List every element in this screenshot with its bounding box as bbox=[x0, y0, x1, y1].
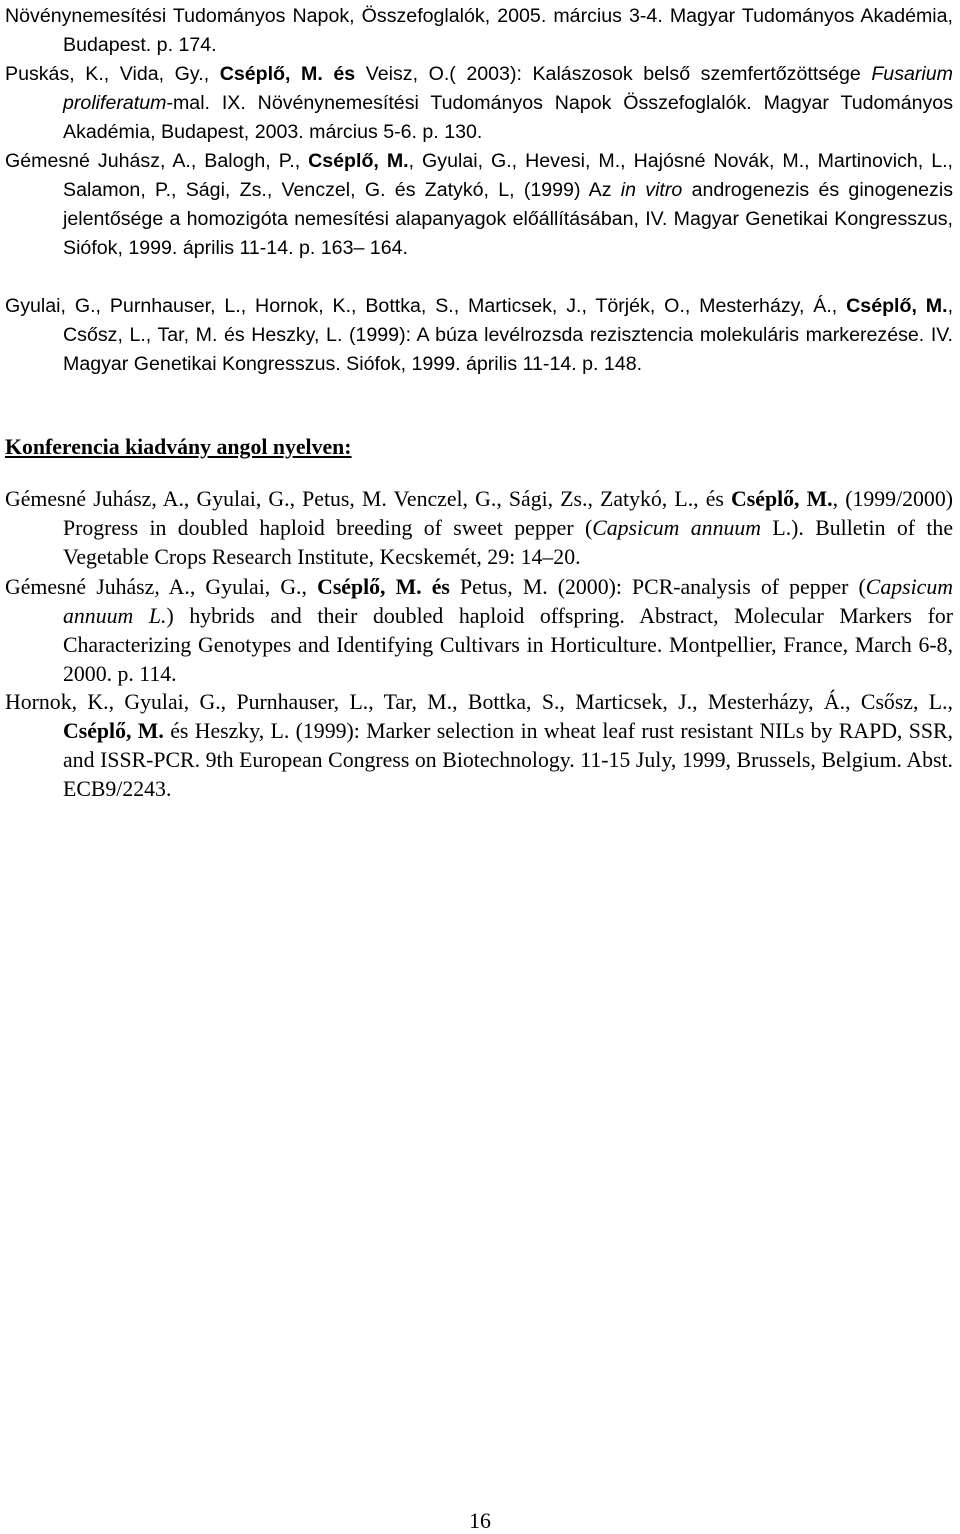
section-heading: Konferencia kiadvány angol nyelven: bbox=[5, 435, 352, 459]
italic-term: in vitro bbox=[620, 179, 683, 201]
reference-entry bbox=[5, 60, 953, 147]
reference-text: ) hybrids and their doubled haploid offspring. Abstract, Molecular Markers for Characterizing Genotypes and Identifying Cultivars in Horticulture. Montpellier, France, March 6-8, 2000. p. 114. bbox=[63, 604, 953, 686]
page-number: 16 bbox=[469, 1509, 491, 1533]
reference-entry bbox=[5, 147, 953, 263]
reference-entry bbox=[5, 573, 953, 689]
reference-text: , Gyulai, G., Hevesi, M., Hajósné Novák, M., Martinovich, L., Salamon, P., Sági, Zs., Venczel, G. és Zatykó, L, (1999) Az bbox=[63, 150, 953, 201]
reference-text: és Heszky, L. (1999): Marker selection in wheat leaf rust resistant NILs by RAPD, SSR, and ISSR-PCR. 9th European Congress on Biotechnology. 11-15 July, 1999, Brussels, Belgium. Abst. ECB9/2243. bbox=[63, 719, 953, 801]
reference-text: Petus, M. (2000): PCR-analysis of pepper ( bbox=[449, 575, 866, 599]
reference-text: Hornok, K., Gyulai, G., Purnhauser, L., Tar, M., Bottka, S., Marticsek, J., Mesterházy, Á., Csősz, L., bbox=[5, 690, 953, 714]
italic-term: Capsicum annuum L. bbox=[63, 575, 953, 628]
reference-text: Gémesné Juhász, A., Gyulai, G., Petus, M. Venczel, G., Sági, Zs., Zatykó, L., és bbox=[5, 487, 732, 511]
reference-text: Gémesné Juhász, A., Balogh, P., bbox=[5, 150, 309, 172]
reference-text: , (1999/2000) Progress in doubled haploid breeding of sweet pepper ( bbox=[63, 487, 953, 540]
author-highlight: Cséplő, M. bbox=[846, 295, 948, 317]
author-highlight: Cséplő, M. bbox=[63, 719, 164, 743]
author-highlight: Cséplő, M. és bbox=[317, 575, 450, 599]
reference-text: Puskás, K., Vida, Gy., bbox=[5, 63, 220, 85]
reference-text: androgenezis és ginogenezis jelentősége a homozigóta nemesítési alapanyagok előállításában, IV. Magyar Genetikai Kongresszus, Siófok, 1999. április 11-14. p. 163– 164. bbox=[63, 179, 953, 259]
author-highlight: Cséplő, M. és bbox=[219, 63, 356, 85]
reference-text: Növénynemesítési Tudományos Napok, Összefoglalók, 2005. március 3-4. Magyar Tudományos Akadémia, Budapest. p. 174. bbox=[5, 5, 953, 56]
reference-entry bbox=[5, 2, 953, 60]
author-highlight: Cséplő, M. bbox=[731, 487, 833, 511]
reference-text: Veisz, O.( 2003): Kalászosok belső szemfertőzöttsége bbox=[355, 63, 872, 85]
italic-term: Fusarium proliferatum bbox=[63, 63, 953, 114]
reference-text: Gyulai, G., Purnhauser, L., Hornok, K., Bottka, S., Marticsek, J., Törjék, O., Mesterházy, Á., bbox=[5, 295, 847, 317]
reference-text: Gémesné Juhász, A., Gyulai, G., bbox=[5, 575, 318, 599]
reference-entry bbox=[5, 485, 953, 572]
reference-text: , Csősz, L., Tar, M. és Heszky, L. (1999): A búza levélrozsda rezisztencia molekuláris markerezése. IV. Magyar Genetikai Kongresszus. Siófok, 1999. április 11-14. p. 148. bbox=[63, 295, 954, 375]
author-highlight: Cséplő, M. bbox=[308, 150, 409, 172]
reference-entry bbox=[5, 292, 953, 379]
reference-text: L.). Bulletin of the Vegetable Crops Research Institute, Kecskemét, 29: 14–20. bbox=[63, 516, 953, 569]
reference-text: -mal. IX. Növénynemesítési Tudományos Napok Összefoglalók. Magyar Tudományos Akadémia, Budapest, 2003. március 5-6. p. 130. bbox=[63, 92, 953, 143]
italic-term: Capsicum annuum bbox=[592, 516, 762, 540]
reference-entry bbox=[5, 688, 953, 804]
